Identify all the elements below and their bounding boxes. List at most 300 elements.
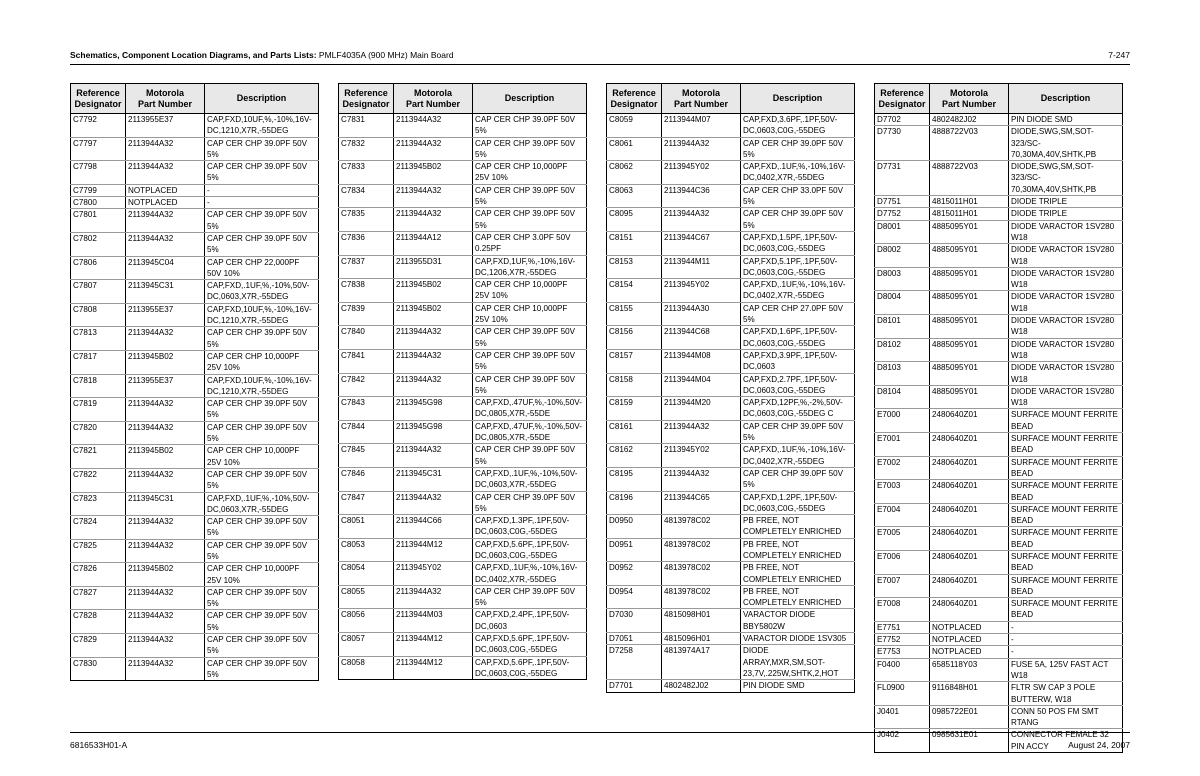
table-row <box>607 515 855 539</box>
description-cell: CAP CER CHP 39.0PF 50V 5% <box>205 232 319 256</box>
description-cell: CAP CER CHP 39.0PF 50V 5% <box>473 444 587 468</box>
description-cell: CAP,FXD,.1UF,%,-10%,50V-DC,0603,X7R,-55DEG <box>205 280 319 304</box>
description-cell: CAP,FXD,10UF,%,-10%,16V-DC,1210,X7R,-55DEG <box>205 303 319 327</box>
description-cell: CAP CER CHP 39.0PF 50V 5% <box>205 421 319 445</box>
parts-table-column-2 <box>338 83 587 680</box>
description-cell: CAP,FXD,2.7PF,.1PF,50V-DC,0603,C0G,-55DEG <box>741 373 855 397</box>
description-cell: CAP CER CHP 39.0PF 50V 5% <box>473 585 587 609</box>
description-cell: PB FREE, NOT COMPLETELY ENRICHED <box>741 515 855 539</box>
description-cell: CAP CER CHP 10,000PF 25V 10% <box>473 161 587 185</box>
table-row <box>875 362 1123 386</box>
reference-designator-cell: C7833 <box>339 161 394 185</box>
part-number-cell: 2113944A32 <box>662 420 741 444</box>
description-cell: DIODE TRIPLE <box>1009 208 1123 220</box>
reference-designator-cell: D0954 <box>607 585 662 609</box>
part-number-cell: 4813974A17 <box>662 645 741 680</box>
part-number-cell: 2113944A32 <box>126 586 205 610</box>
table-row <box>71 421 319 445</box>
table-row <box>339 349 587 373</box>
description-cell: CAP,FXD,5.1PF,.1PF,50V-DC,0603,C0G,-55DEG <box>741 255 855 279</box>
table-row <box>607 208 855 232</box>
reference-designator-cell: C7845 <box>339 444 394 468</box>
reference-designator-cell: C8156 <box>607 326 662 350</box>
description-cell: DIODE VARACTOR 1SV280 W18 <box>1009 362 1123 386</box>
reference-designator-cell: C8053 <box>339 538 394 562</box>
reference-designator-cell: D7752 <box>875 208 930 220</box>
reference-designator-cell: D7051 <box>607 633 662 645</box>
description-cell: DIODE TRIPLE <box>1009 196 1123 208</box>
part-number-cell: 2113945B02 <box>126 445 205 469</box>
description-cell: DIODE VARACTOR 1SV280 W18 <box>1009 244 1123 268</box>
parts-table-column-3 <box>606 83 855 693</box>
table-row <box>875 291 1123 315</box>
part-number-cell: 2113944A32 <box>126 209 205 233</box>
reference-designator-cell: D8003 <box>875 267 930 291</box>
reference-designator-cell: D8103 <box>875 362 930 386</box>
description-cell: CAP CER CHP 39.0PF 50V 5% <box>205 161 319 185</box>
reference-designator-cell: D8104 <box>875 385 930 409</box>
table-row <box>875 503 1123 527</box>
description-cell: DIODE VARACTOR 1SV280 W18 <box>1009 385 1123 409</box>
motorola-part-number-header: Motorola Part Number <box>394 84 473 114</box>
reference-designator-cell: C7847 <box>339 491 394 515</box>
table-row <box>875 550 1123 574</box>
description-cell: SURFACE MOUNT FERRITE BEAD <box>1009 456 1123 480</box>
part-number-cell: 2113955E37 <box>126 303 205 327</box>
page-header <box>70 50 1130 60</box>
table-row <box>875 574 1123 598</box>
part-number-cell: 2113945B02 <box>126 350 205 374</box>
reference-designator-cell: D8101 <box>875 315 930 339</box>
reference-designator-cell: C7817 <box>71 350 126 374</box>
description-cell: CAP CER CHP 10,000PF 25V 10% <box>473 279 587 303</box>
table-row <box>339 279 587 303</box>
part-number-cell: 2480640Z01 <box>930 574 1009 598</box>
part-number-cell: 2480640Z01 <box>930 433 1009 457</box>
description-cell: CAP CER CHP 10,000PF 25V 10% <box>205 563 319 587</box>
reference-designator-cell: D7258 <box>607 645 662 680</box>
reference-designator-cell: C8196 <box>607 491 662 515</box>
description-cell: SURFACE MOUNT FERRITE BEAD <box>1009 598 1123 622</box>
table-row <box>875 646 1123 658</box>
part-number-cell: 2113944A32 <box>394 208 473 232</box>
reference-designator-cell: C7843 <box>339 397 394 421</box>
part-number-cell: 4885095Y01 <box>930 244 1009 268</box>
table-row <box>71 184 319 196</box>
reference-designator-cell: FL0900 <box>875 682 930 706</box>
reference-designator-cell: C7840 <box>339 326 394 350</box>
part-number-cell: 2113944A32 <box>126 137 205 161</box>
part-number-cell: 4885095Y01 <box>930 315 1009 339</box>
table-row <box>71 197 319 209</box>
description-cell: CAP,FXD,3.9PF,.1PF,50V-DC,0603 <box>741 349 855 373</box>
description-cell: CAP,FXD,.47UF,%,-10%,50V-DC,0805,X7R,-55DE <box>473 397 587 421</box>
table-row <box>875 220 1123 244</box>
description-cell: PB FREE, NOT COMPLETELY ENRICHED <box>741 538 855 562</box>
table-row <box>607 680 855 692</box>
table-row <box>607 184 855 208</box>
description-cell: CAP,FXD,.47UF,%,-10%,50V-DC,0805,X7R,-55DE <box>473 420 587 444</box>
table-row <box>339 373 587 397</box>
reference-designator-cell: J0402 <box>875 729 930 753</box>
table-row <box>875 267 1123 291</box>
reference-designator-cell: E7001 <box>875 433 930 457</box>
part-number-cell: 6585118Y03 <box>930 658 1009 682</box>
table-row <box>607 114 855 138</box>
description-cell: CAP CER CHP 22,000PF 50V 10% <box>205 256 319 280</box>
part-number-cell: 2113944A32 <box>662 137 741 161</box>
reference-designator-cell: D8102 <box>875 338 930 362</box>
part-number-cell: 2480640Z01 <box>930 456 1009 480</box>
description-cell: DIODE ARRAY,MXR,SM,SOT-23,7V,.225W,SHTK,2,HOT <box>741 645 855 680</box>
reference-designator-cell: E7007 <box>875 574 930 598</box>
table-row <box>875 480 1123 504</box>
description-cell: DIODE VARACTOR 1SV280 W18 <box>1009 291 1123 315</box>
table-row <box>607 279 855 303</box>
reference-designator-cell: C7818 <box>71 374 126 398</box>
description-cell: CAP CER CHP 39.0PF 50V 5% <box>741 137 855 161</box>
table-row <box>875 598 1123 622</box>
table-row <box>875 658 1123 682</box>
table-row <box>339 302 587 326</box>
reference-designator-cell: C7839 <box>339 302 394 326</box>
reference-designator-cell: C8153 <box>607 255 662 279</box>
table-row <box>607 645 855 680</box>
reference-designator-cell: C7841 <box>339 349 394 373</box>
description-cell: CAP,FXD,.1UF,%,-10%,16V-DC,0402,X7R,-55DEG <box>741 444 855 468</box>
description-cell: CAP CER CHP 39.0PF 50V 5% <box>473 184 587 208</box>
reference-designator-cell: D0950 <box>607 515 662 539</box>
part-number-cell: 4815096H01 <box>662 633 741 645</box>
description-cell: CAP CER CHP 39.0PF 50V 5% <box>473 208 587 232</box>
table-row <box>875 315 1123 339</box>
part-number-cell: 4885095Y01 <box>930 338 1009 362</box>
table-row <box>71 137 319 161</box>
part-number-cell: 2113944A32 <box>126 327 205 351</box>
table-row <box>875 682 1123 706</box>
part-number-cell: 2113944M12 <box>394 633 473 657</box>
description-cell: PB FREE, NOT COMPLETELY ENRICHED <box>741 562 855 586</box>
description-header: Description <box>473 84 587 114</box>
description-cell: CAP CER CHP 39.0PF 50V 5% <box>205 209 319 233</box>
table-row <box>71 634 319 658</box>
reference-designator-cell: C7799 <box>71 184 126 196</box>
description-cell: PIN DIODE SMD <box>741 680 855 692</box>
description-cell: SURFACE MOUNT FERRITE BEAD <box>1009 480 1123 504</box>
part-number-cell: 4888722V03 <box>930 126 1009 161</box>
parts-table-column-1 <box>70 83 319 681</box>
description-cell: CAP,FXD,2.4PF,.1PF,50V-DC,0603 <box>473 609 587 633</box>
table-row <box>607 491 855 515</box>
part-number-cell: 2113944A12 <box>394 231 473 255</box>
table-row <box>339 161 587 185</box>
table-row <box>875 527 1123 551</box>
part-number-cell: 2113944A32 <box>394 585 473 609</box>
reference-designator-cell: C7808 <box>71 303 126 327</box>
reference-designator-cell: C7826 <box>71 563 126 587</box>
description-cell: CAP CER CHP 39.0PF 50V 5% <box>205 468 319 492</box>
reference-designator-cell: C8059 <box>607 114 662 138</box>
reference-designator-cell: D8002 <box>875 244 930 268</box>
part-number-cell: NOTPLACED <box>930 646 1009 658</box>
part-number-cell: 2113944A32 <box>126 539 205 563</box>
description-cell: DIODE VARACTOR 1SV280 W18 <box>1009 315 1123 339</box>
description-cell: CAP CER CHP 39.0PF 50V 5% <box>205 539 319 563</box>
part-number-cell: 2113944M08 <box>662 349 741 373</box>
table-row <box>71 327 319 351</box>
part-number-cell: 2113945B02 <box>394 161 473 185</box>
table-row <box>339 491 587 515</box>
part-number-cell: 2480640Z01 <box>930 527 1009 551</box>
reference-designator-cell: D7701 <box>607 680 662 692</box>
table-row <box>607 231 855 255</box>
description-cell: CAP CER CHP 39.0PF 50V 5% <box>741 420 855 444</box>
part-number-cell: 2113944A32 <box>394 373 473 397</box>
description-cell: - <box>1009 634 1123 646</box>
description-cell: CAP CER CHP 39.0PF 50V 5% <box>741 467 855 491</box>
reference-designator-cell: C7792 <box>71 114 126 138</box>
reference-designator-cell: C8154 <box>607 279 662 303</box>
part-number-cell: 2113944A32 <box>662 208 741 232</box>
description-cell: CAP,FXD,.1UF,%,-10%,16V-DC,0402,X7R,-55DEG <box>741 161 855 185</box>
description-cell: FLTR SW CAP 3 POLE BUTTERW, W18 <box>1009 682 1123 706</box>
description-cell: CAP,FXD,1.3PF,.1PF,50V-DC,0603,C0G,-55DEG <box>473 515 587 539</box>
reference-designator-cell: C8062 <box>607 161 662 185</box>
part-number-cell: 2113944M12 <box>394 538 473 562</box>
table-row <box>339 255 587 279</box>
table-row <box>339 444 587 468</box>
part-number-cell: 4815011H01 <box>930 208 1009 220</box>
description-cell: CAP,FXD,.1UF,%,-10%,50V-DC,0603,X7R,-55DEG <box>205 492 319 516</box>
description-cell: CONNECTOR FEMALE 32 PIN ACCY <box>1009 729 1123 753</box>
part-number-cell: 2113944A32 <box>394 114 473 138</box>
reference-designator-cell: E7753 <box>875 646 930 658</box>
reference-designator-cell: C8057 <box>339 633 394 657</box>
part-number-cell: 4885095Y01 <box>930 220 1009 244</box>
part-number-cell: 2480640Z01 <box>930 409 1009 433</box>
part-number-cell: 0985631E01 <box>930 729 1009 753</box>
reference-designator-cell: D7731 <box>875 161 930 196</box>
reference-designator-cell: E7006 <box>875 550 930 574</box>
part-number-cell: 2113944A32 <box>126 232 205 256</box>
reference-designator-cell: C8063 <box>607 184 662 208</box>
part-number-cell: 2113944M12 <box>394 656 473 680</box>
reference-designator-cell: C7820 <box>71 421 126 445</box>
part-number-cell: 2113945G98 <box>394 397 473 421</box>
table-row <box>607 444 855 468</box>
description-cell: CAP,FXD,3.6PF,.1PF,50V-DC,0603,C0G,-55DEG <box>741 114 855 138</box>
table-header-row <box>71 84 319 114</box>
table-row <box>339 515 587 539</box>
reference-designator-cell: C8095 <box>607 208 662 232</box>
reference-designator-cell: C8058 <box>339 656 394 680</box>
table-row <box>71 350 319 374</box>
reference-designator-cell: C8055 <box>339 585 394 609</box>
reference-designator-cell: C8161 <box>607 420 662 444</box>
reference-designator-cell: D7751 <box>875 196 930 208</box>
description-cell: DIODE VARACTOR 1SV280 W18 <box>1009 267 1123 291</box>
table-row <box>339 585 587 609</box>
description-cell: VARACTOR DIODE BBY5802W <box>741 609 855 633</box>
reference-designator-cell: C7824 <box>71 516 126 540</box>
reference-designator-cell: C8195 <box>607 467 662 491</box>
table-row <box>875 244 1123 268</box>
reference-designator-cell: E7008 <box>875 598 930 622</box>
reference-designator-cell: D7702 <box>875 114 930 126</box>
part-number-cell: 2113944A32 <box>662 467 741 491</box>
table-row <box>339 137 587 161</box>
table-row <box>875 114 1123 126</box>
table-row <box>607 585 855 609</box>
reference-designator-cell: C7806 <box>71 256 126 280</box>
reference-designator-header: Reference Designator <box>339 84 394 114</box>
part-number-cell: 2480640Z01 <box>930 480 1009 504</box>
part-number-cell: 2113955D31 <box>394 255 473 279</box>
part-number-cell: 4885095Y01 <box>930 267 1009 291</box>
table-row <box>339 326 587 350</box>
description-cell: - <box>205 184 319 196</box>
part-number-cell: 4888722V03 <box>930 161 1009 196</box>
table-row <box>607 255 855 279</box>
description-cell: CAP,FXD,5.6PF,.1PF,50V-DC,0603,C0G,-55DEG <box>473 538 587 562</box>
reference-designator-cell: C8158 <box>607 373 662 397</box>
description-header: Description <box>1009 84 1123 114</box>
reference-designator-cell: C7821 <box>71 445 126 469</box>
table-row <box>875 126 1123 161</box>
table-row <box>71 280 319 304</box>
description-cell: CAP CER CHP 10,000PF 25V 10% <box>205 445 319 469</box>
reference-designator-cell: C7838 <box>339 279 394 303</box>
part-number-cell: 4813978C02 <box>662 562 741 586</box>
part-number-cell: 2113944C68 <box>662 326 741 350</box>
part-number-cell: 2113944C67 <box>662 231 741 255</box>
reference-designator-cell: E7000 <box>875 409 930 433</box>
reference-designator-header: Reference Designator <box>607 84 662 114</box>
description-cell: SURFACE MOUNT FERRITE BEAD <box>1009 550 1123 574</box>
part-number-cell: 2113944C36 <box>662 184 741 208</box>
part-number-cell: 2113944M03 <box>394 609 473 633</box>
reference-designator-cell: C7837 <box>339 255 394 279</box>
part-number-cell: NOTPLACED <box>126 184 205 196</box>
reference-designator-cell: C7801 <box>71 209 126 233</box>
reference-designator-cell: C7831 <box>339 114 394 138</box>
table-row <box>71 586 319 610</box>
description-cell: CAP,FXD,1.6PF,.1PF,50V-DC,0603,C0G,-55DEG <box>741 326 855 350</box>
description-header: Description <box>205 84 319 114</box>
table-row <box>875 161 1123 196</box>
reference-designator-cell: C7830 <box>71 657 126 681</box>
reference-designator-cell: C7842 <box>339 373 394 397</box>
part-number-cell: NOTPLACED <box>930 621 1009 633</box>
part-number-cell: 2480640Z01 <box>930 550 1009 574</box>
reference-designator-cell: D7730 <box>875 126 930 161</box>
part-number-cell: 4885095Y01 <box>930 291 1009 315</box>
table-row <box>607 609 855 633</box>
reference-designator-cell: C7823 <box>71 492 126 516</box>
part-number-cell: 2480640Z01 <box>930 598 1009 622</box>
document-number: 6816533H01-A <box>70 740 128 750</box>
description-cell: CAP,FXD,10UF,%,-10%,16V-DC,1210,X7R,-55DEG <box>205 114 319 138</box>
table-row <box>71 516 319 540</box>
page-title-bold: Schematics, Component Location Diagrams, and Parts Lists: <box>70 50 317 60</box>
part-number-cell: 2113944C65 <box>662 491 741 515</box>
part-number-cell: 2113944M20 <box>662 397 741 421</box>
description-cell: - <box>1009 621 1123 633</box>
part-number-cell: 2113945G98 <box>394 420 473 444</box>
table-row <box>71 492 319 516</box>
parts-table <box>874 83 1123 753</box>
table-row <box>875 409 1123 433</box>
reference-designator-cell: C7813 <box>71 327 126 351</box>
reference-designator-header: Reference Designator <box>875 84 930 114</box>
page-title-board: PMLF4035A (900 MHz) Main Board <box>316 50 454 60</box>
description-cell: CAP CER CHP 10,000PF 25V 10% <box>205 350 319 374</box>
footer-rule <box>70 732 1130 733</box>
page-title <box>70 50 454 60</box>
part-number-cell: 2113955E37 <box>126 114 205 138</box>
table-row <box>339 562 587 586</box>
description-cell: CAP CER CHP 39.0PF 50V 5% <box>205 634 319 658</box>
part-number-cell: 2113945Y02 <box>662 161 741 185</box>
part-number-cell: NOTPLACED <box>930 634 1009 646</box>
reference-designator-cell: C8155 <box>607 302 662 326</box>
part-number-cell: 2113944A32 <box>394 491 473 515</box>
table-row <box>339 420 587 444</box>
part-number-cell: 0985722E01 <box>930 705 1009 729</box>
part-number-cell: 2113944A30 <box>662 302 741 326</box>
part-number-cell: 4802482J02 <box>930 114 1009 126</box>
part-number-cell: 2113944A32 <box>126 657 205 681</box>
parts-table <box>70 83 319 681</box>
part-number-cell: 4813978C02 <box>662 585 741 609</box>
table-header-row <box>339 84 587 114</box>
part-number-cell: 4885095Y01 <box>930 362 1009 386</box>
part-number-cell: 2113944A32 <box>126 421 205 445</box>
description-cell: CAP,FXD,12PF,%,-2%,50V-DC,0603,C0G,-55DEG C <box>741 397 855 421</box>
reference-designator-cell: C7836 <box>339 231 394 255</box>
part-number-cell: 2113945C31 <box>394 467 473 491</box>
part-number-cell: 4813978C02 <box>662 538 741 562</box>
part-number-cell: 2113944C66 <box>394 515 473 539</box>
table-row <box>607 633 855 645</box>
description-header: Description <box>741 84 855 114</box>
description-cell: SURFACE MOUNT FERRITE BEAD <box>1009 433 1123 457</box>
description-cell: CAP,FXD,5.6PF,.1PF,50V-DC,0603,C0G,-55DEG <box>473 633 587 657</box>
table-row <box>875 385 1123 409</box>
table-row <box>607 397 855 421</box>
description-cell: CAP,FXD,5.6PF,.1PF,50V-DC,0603,C0G,-55DEG <box>473 656 587 680</box>
table-row <box>607 373 855 397</box>
part-number-cell: 2113944A32 <box>126 468 205 492</box>
reference-designator-cell: C8061 <box>607 137 662 161</box>
part-number-cell: 4815098H01 <box>662 609 741 633</box>
table-row <box>71 209 319 233</box>
table-row <box>875 456 1123 480</box>
part-number-cell: 2113945B02 <box>394 302 473 326</box>
part-number-cell: 2113944A32 <box>394 444 473 468</box>
part-number-cell: 2480640Z01 <box>930 503 1009 527</box>
table-row <box>875 621 1123 633</box>
table-row <box>71 398 319 422</box>
description-cell: SURFACE MOUNT FERRITE BEAD <box>1009 527 1123 551</box>
table-row <box>71 256 319 280</box>
description-cell: CAP CER CHP 39.0PF 50V 5% <box>473 137 587 161</box>
part-number-cell: 4802482J02 <box>662 680 741 692</box>
description-cell: PIN DIODE SMD <box>1009 114 1123 126</box>
description-cell: CAP CER CHP 10,000PF 25V 10% <box>473 302 587 326</box>
part-number-cell: 4885095Y01 <box>930 385 1009 409</box>
part-number-cell: 2113945C31 <box>126 492 205 516</box>
